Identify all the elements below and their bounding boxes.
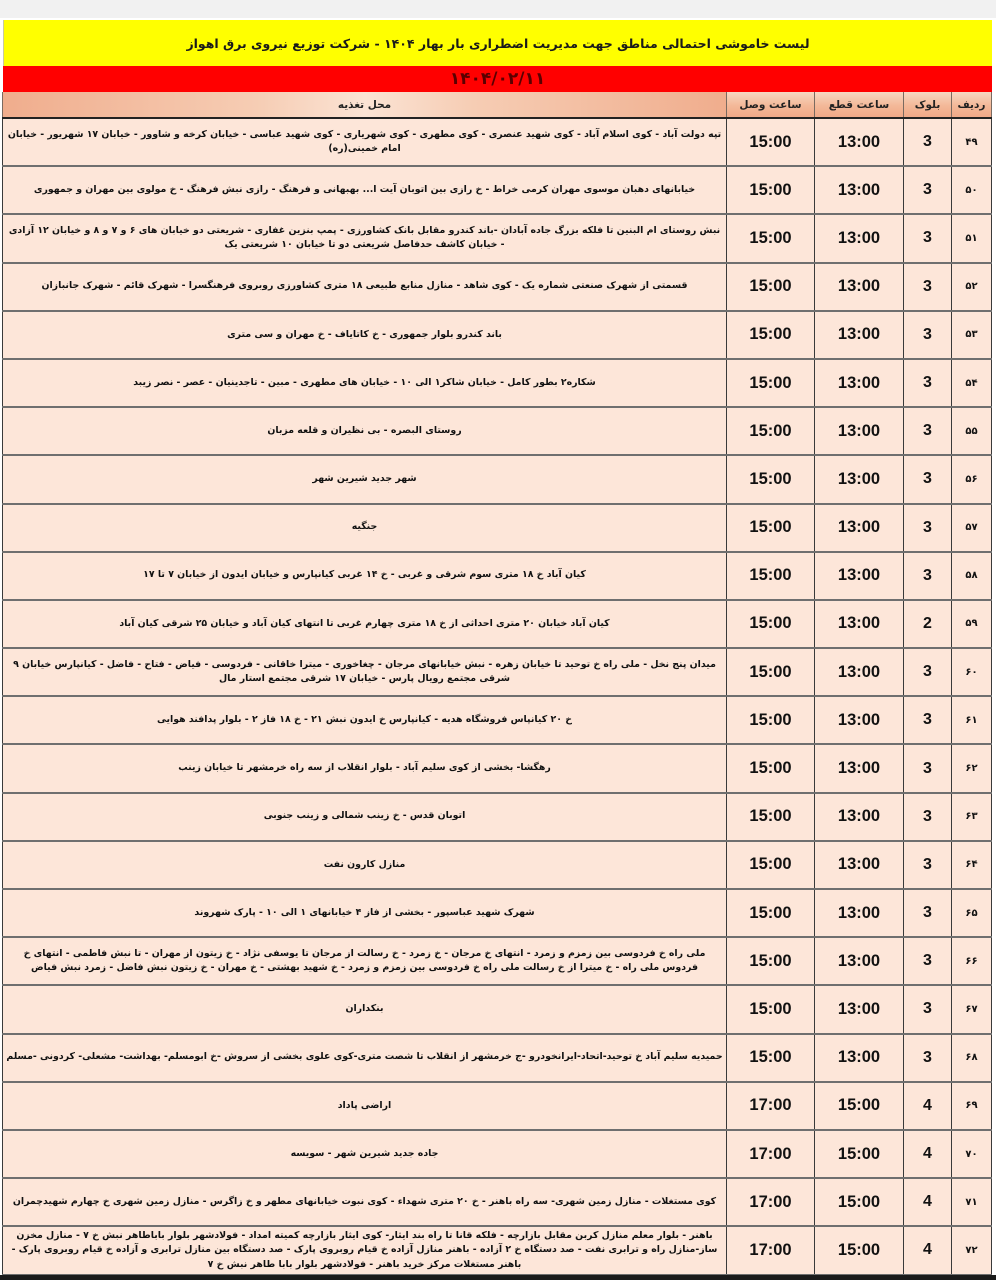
location-cell: حمیدیه سلیم آباد خ توحید-اتحاد-ایرانخودرو -ج خرمشهر از انقلاب تا شصت متری-کوی علوی بخشی از سروش -خ ابومسلم- بهداشت- مشعلی- کردونی -مسلم bbox=[3, 1034, 727, 1082]
location-cell: نبش روستای ام البنین تا فلکه بزرگ جاده آبادان -باند کندرو مقابل بانک کشاورزی - پمپ بنزین غفاری - شریعتی دو خیابان های ۶ و ۷ و ۸ و خیابان ۱۲ آزادی - خیابان کاشف حدفاصل شریعتی دو تا خیابان ۱۰ شریعتی یک bbox=[3, 214, 727, 262]
location-cell: تپه دولت آباد - کوی اسلام آباد - کوی شهید عنصری - کوی مطهری - کوی شهریاری - کوی شهید عباسی - خیابان کرخه و شاوور - خیابان ۱۷ شهریور - خیابان امام خمینی(ره) bbox=[3, 118, 727, 166]
table-row bbox=[3, 648, 992, 696]
reconnect-time-cell-value: 15:00 bbox=[749, 759, 792, 778]
table-row bbox=[3, 696, 992, 744]
row-number-cell: ۵۴ bbox=[952, 359, 992, 407]
location-cell: رهگشا- بخشی از کوی سلیم آباد - بلوار انقلاب از سه راه خرمشهر تا خیابان زینب bbox=[3, 744, 727, 792]
cut-time-cell bbox=[815, 552, 904, 600]
cut-time-cell-value: 13:00 bbox=[837, 1048, 881, 1067]
cut-time-cell-value: 13:00 bbox=[837, 469, 881, 488]
block-cell: 4 bbox=[904, 1130, 952, 1178]
reconnect-time-cell bbox=[727, 1226, 815, 1274]
reconnect-time-cell-value: 15:00 bbox=[749, 566, 792, 585]
cut-time-cell bbox=[815, 214, 904, 262]
cut-time-cell-value: 13:00 bbox=[837, 132, 881, 151]
reconnect-time-cell bbox=[727, 166, 815, 214]
block-cell: 3 bbox=[904, 504, 952, 552]
table-row bbox=[3, 504, 992, 552]
cut-time-cell-value: 13:00 bbox=[837, 999, 881, 1018]
cut-time-cell-value: 13:00 bbox=[837, 566, 881, 585]
reconnect-time-cell bbox=[727, 1034, 815, 1082]
cut-time-cell-value: 13:00 bbox=[837, 325, 881, 344]
reconnect-time-cell-value: 15:00 bbox=[749, 710, 792, 729]
table-row bbox=[3, 455, 992, 503]
reconnect-time-cell bbox=[727, 985, 815, 1033]
location-cell: خیابانهای دهبان موسوی مهران کرمی خراط - خ رازی بین اتوبان آیت ا... بهبهانی و فرهنگ - رازی نبش فرهنگ - خ مولوی بین مهران و جمهوری bbox=[3, 166, 727, 214]
table-row bbox=[3, 744, 992, 792]
row-number-cell: ۵۲ bbox=[952, 263, 992, 311]
cut-time-cell-value: 13:00 bbox=[837, 373, 881, 392]
table-row bbox=[3, 214, 992, 262]
cut-time-cell bbox=[815, 648, 904, 696]
table-row bbox=[3, 552, 992, 600]
reconnect-time-cell bbox=[727, 407, 815, 455]
reconnect-time-cell-value: 15:00 bbox=[749, 469, 792, 488]
row-number-cell: ۵۳ bbox=[952, 311, 992, 359]
location-cell: شکاره۲ بطور کامل - خیابان شاکر۱ الی ۱۰ - خیابان های مطهری - مبین - تاجدینیان - عصر - نصر زیبد bbox=[3, 359, 727, 407]
table-row bbox=[3, 166, 992, 214]
reconnect-time-cell-value: 15:00 bbox=[749, 518, 792, 537]
reconnect-time-cell bbox=[727, 311, 815, 359]
reconnect-time-cell bbox=[727, 214, 815, 262]
block-cell: 3 bbox=[904, 648, 952, 696]
row-number-cell: ۷۰ bbox=[952, 1130, 992, 1178]
table-row bbox=[3, 937, 992, 985]
cut-time-cell-value: 15:00 bbox=[837, 1240, 881, 1259]
location-cell: خ ۲۰ کیانپاس فروشگاه هدیه - کیانپارس خ ایدون نبش ۲۱ - خ ۱۸ فاز ۲ - بلوار پدافند هوایی bbox=[3, 696, 727, 744]
block-cell: 2 bbox=[904, 600, 952, 648]
cut-time-cell bbox=[815, 311, 904, 359]
row-number-cell: ۶۳ bbox=[952, 793, 992, 841]
reconnect-time-cell bbox=[727, 793, 815, 841]
reconnect-time-cell-value: 15:00 bbox=[749, 421, 792, 440]
location-cell: بنکداران bbox=[3, 985, 727, 1033]
block-cell: 4 bbox=[904, 1178, 952, 1226]
row-number-cell: ۷۱ bbox=[952, 1178, 992, 1226]
location-cell: باند کندرو بلوار جمهوری - خ کاتایاف - خ مهران و سی متری bbox=[3, 311, 727, 359]
cut-time-cell-value: 13:00 bbox=[837, 421, 881, 440]
reconnect-time-cell-value: 15:00 bbox=[749, 807, 792, 826]
reconnect-time-cell bbox=[727, 600, 815, 648]
reconnect-time-cell bbox=[727, 1082, 815, 1130]
document-date: ۱۴۰۴/۰۲/۱۱ bbox=[3, 66, 992, 92]
reconnect-time-cell-value: 17:00 bbox=[749, 1144, 792, 1163]
cut-time-cell bbox=[815, 1082, 904, 1130]
location-cell: ملی راه خ فردوسی بین زمزم و زمرد - انتهای خ مرجان - خ زمرد - خ رسالت از مرجان تا یوسفی نژاد - خ زیتون از مهران - تا نبش فاطمی - انتهای خ فردوس ملی راه - خ میترا از خ رسالت ملی راه خ فردوسی بین زمزم و زمرد - خ شهید بهشتی - خ مهران - خ زیتون نبش فاضل - زمرد نبش فیاض bbox=[3, 937, 727, 985]
reconnect-time-cell bbox=[727, 118, 815, 166]
row-number-cell: ۵۹ bbox=[952, 600, 992, 648]
header-reconnect-time: ساعت وصل bbox=[727, 92, 815, 118]
cut-time-cell-value: 15:00 bbox=[837, 1192, 881, 1211]
table-row bbox=[3, 118, 992, 166]
cut-time-cell-value: 13:00 bbox=[837, 759, 881, 778]
reconnect-time-cell bbox=[727, 841, 815, 889]
reconnect-time-cell-value: 15:00 bbox=[749, 228, 792, 247]
cut-time-cell-value: 13:00 bbox=[837, 951, 881, 970]
table-row bbox=[3, 841, 992, 889]
cut-time-cell-value: 15:00 bbox=[837, 1144, 881, 1163]
cut-time-cell bbox=[815, 696, 904, 744]
block-cell: 3 bbox=[904, 841, 952, 889]
row-number-cell: ۶۷ bbox=[952, 985, 992, 1033]
header-row-no: ردیف bbox=[952, 92, 992, 118]
table-row bbox=[3, 793, 992, 841]
location-cell: روستای البصره - بی نظیران و قلعه مزبان bbox=[3, 407, 727, 455]
cut-time-cell-value: 13:00 bbox=[837, 807, 881, 826]
location-cell: کوی مستغلات - منازل زمین شهری- سه راه باهنر - خ ۲۰ متری شهداء - کوی نبوت خیابانهای مطهر و خ زاگرس - منازل زمین شهری خ چهارم شهیدچمران bbox=[3, 1178, 727, 1226]
row-number-cell: ۶۰ bbox=[952, 648, 992, 696]
row-number-cell: ۵۶ bbox=[952, 455, 992, 503]
cut-time-cell bbox=[815, 504, 904, 552]
cut-time-cell bbox=[815, 1178, 904, 1226]
cut-time-cell bbox=[815, 744, 904, 792]
row-number-cell: ۵۱ bbox=[952, 214, 992, 262]
block-cell: 3 bbox=[904, 359, 952, 407]
cut-time-cell bbox=[815, 937, 904, 985]
location-cell: قسمتی از شهرک صنعتی شماره یک - کوی شاهد - منازل منابع طبیعی ۱۸ متری کشاورزی روبروی فرهنگسرا - شهرک قائم - شهرک جانبازان bbox=[3, 263, 727, 311]
reconnect-time-cell bbox=[727, 648, 815, 696]
row-number-cell: ۶۴ bbox=[952, 841, 992, 889]
reconnect-time-cell-value: 15:00 bbox=[749, 999, 792, 1018]
row-number-cell: ۶۹ bbox=[952, 1082, 992, 1130]
reconnect-time-cell bbox=[727, 455, 815, 503]
location-cell: جاده جدید شیرین شهر - سویسه bbox=[3, 1130, 727, 1178]
reconnect-time-cell-value: 15:00 bbox=[749, 180, 792, 199]
block-cell: 3 bbox=[904, 985, 952, 1033]
cut-time-cell bbox=[815, 793, 904, 841]
table-row bbox=[3, 889, 992, 937]
cut-time-cell-value: 13:00 bbox=[837, 710, 881, 729]
reconnect-time-cell bbox=[727, 744, 815, 792]
cut-time-cell bbox=[815, 407, 904, 455]
reconnect-time-cell-value: 15:00 bbox=[749, 373, 792, 392]
outage-table bbox=[2, 92, 992, 1276]
table-row bbox=[3, 407, 992, 455]
reconnect-time-cell bbox=[727, 263, 815, 311]
block-cell: 3 bbox=[904, 696, 952, 744]
cut-time-cell-value: 13:00 bbox=[837, 855, 881, 874]
cut-time-cell bbox=[815, 889, 904, 937]
location-cell: کیان آباد خ ۱۸ متری سوم شرقی و غربی - خ ۱۴ غربی کیانپارس و خیابان ایدون از خیابان ۷ تا ۱۷ bbox=[3, 552, 727, 600]
cut-time-cell-value: 13:00 bbox=[837, 903, 881, 922]
block-cell: 3 bbox=[904, 407, 952, 455]
block-cell: 3 bbox=[904, 937, 952, 985]
row-number-cell: ۶۲ bbox=[952, 744, 992, 792]
table-row bbox=[3, 1034, 992, 1082]
table-row bbox=[3, 311, 992, 359]
reconnect-time-cell bbox=[727, 552, 815, 600]
table-body bbox=[3, 118, 992, 1275]
cut-time-cell-value: 13:00 bbox=[837, 614, 881, 633]
reconnect-time-cell bbox=[727, 359, 815, 407]
reconnect-time-cell-value: 15:00 bbox=[749, 951, 792, 970]
cut-time-cell bbox=[815, 600, 904, 648]
cut-time-cell-value: 15:00 bbox=[837, 1096, 881, 1115]
block-cell: 3 bbox=[904, 311, 952, 359]
row-number-cell: ۶۵ bbox=[952, 889, 992, 937]
block-cell: 4 bbox=[904, 1226, 952, 1274]
reconnect-time-cell bbox=[727, 696, 815, 744]
table-row bbox=[3, 600, 992, 648]
reconnect-time-cell-value: 15:00 bbox=[749, 1048, 792, 1067]
header-block: بلوک bbox=[904, 92, 952, 118]
row-number-cell: ۶۱ bbox=[952, 696, 992, 744]
bottom-bar bbox=[0, 1275, 996, 1280]
table-header-row bbox=[3, 92, 992, 118]
block-cell: 3 bbox=[904, 744, 952, 792]
document-title: لیست خاموشی احتمالی مناطق جهت مدیریت اضطراری بار بهار ۱۴۰۴ - شرکت توزیع نیروی برق اهواز bbox=[3, 20, 992, 66]
reconnect-time-cell-value: 15:00 bbox=[749, 855, 792, 874]
table-row bbox=[3, 1178, 992, 1226]
block-cell: 4 bbox=[904, 1082, 952, 1130]
row-number-cell: ۶۶ bbox=[952, 937, 992, 985]
location-cell: شهر جدید شیرین شهر bbox=[3, 455, 727, 503]
row-number-cell: ۵۵ bbox=[952, 407, 992, 455]
cut-time-cell bbox=[815, 166, 904, 214]
row-number-cell: ۵۰ bbox=[952, 166, 992, 214]
reconnect-time-cell-value: 15:00 bbox=[749, 662, 792, 681]
table-row bbox=[3, 1130, 992, 1178]
location-cell: میدان پنج نخل - ملی راه خ توحید تا خیابان زهره - نبش خیابانهای مرجان - چغاخوری - میترا خاقانی - فردوسی - فیاض - فتاح - فاضل - کیانپارس خیابان ۹ شرقی مجتمع رویال پارس - خیابان ۱۷ شرقی مجتمع استار مال bbox=[3, 648, 727, 696]
location-cell: منازل کارون نفت bbox=[3, 841, 727, 889]
reconnect-time-cell-value: 17:00 bbox=[749, 1096, 792, 1115]
cut-time-cell-value: 13:00 bbox=[837, 518, 881, 537]
block-cell: 3 bbox=[904, 1034, 952, 1082]
table-row bbox=[3, 985, 992, 1033]
block-cell: 3 bbox=[904, 214, 952, 262]
reconnect-time-cell bbox=[727, 1130, 815, 1178]
block-cell: 3 bbox=[904, 455, 952, 503]
cut-time-cell bbox=[815, 118, 904, 166]
cut-time-cell-value: 13:00 bbox=[837, 277, 881, 296]
location-cell: اراضی پاداد bbox=[3, 1082, 727, 1130]
cut-time-cell-value: 13:00 bbox=[837, 662, 881, 681]
location-cell: شهرک شهید عباسپور - بخشی از فاز ۴ خیابانهای ۱ الی ۱۰ - پارک شهروند bbox=[3, 889, 727, 937]
reconnect-time-cell bbox=[727, 937, 815, 985]
block-cell: 3 bbox=[904, 552, 952, 600]
cut-time-cell-value: 13:00 bbox=[837, 180, 881, 199]
row-number-cell: ۶۸ bbox=[952, 1034, 992, 1082]
location-cell: کیان آباد خیابان ۲۰ متری احداثی از خ ۱۸ متری چهارم غربی تا انتهای کیان آباد و خیابان ۲۵ شرقی کیان آباد bbox=[3, 600, 727, 648]
outage-sheet bbox=[3, 20, 992, 1276]
block-cell: 3 bbox=[904, 889, 952, 937]
cut-time-cell bbox=[815, 263, 904, 311]
row-number-cell: ۴۹ bbox=[952, 118, 992, 166]
location-cell: اتوبان قدس - خ زینب شمالی و زینب جنوبی bbox=[3, 793, 727, 841]
reconnect-time-cell-value: 15:00 bbox=[749, 325, 792, 344]
block-cell: 3 bbox=[904, 166, 952, 214]
cut-time-cell bbox=[815, 455, 904, 503]
reconnect-time-cell-value: 15:00 bbox=[749, 132, 792, 151]
reconnect-time-cell bbox=[727, 504, 815, 552]
reconnect-time-cell-value: 17:00 bbox=[749, 1192, 792, 1211]
table-row bbox=[3, 359, 992, 407]
cut-time-cell bbox=[815, 841, 904, 889]
block-cell: 3 bbox=[904, 118, 952, 166]
location-cell: باهنر - بلوار معلم منازل کربن مقابل بازارچه - فلکه قانا تا راه بند ایثار- کوی ایثار بازارچه کمیته امداد - فولادشهر بلوار باباطاهر نبش خ ۷ - منازل مخزن ساز-منازل راه و ترابری نفت - صد دستگاه خ ۲ آزاده - باهنر منازل آزاده خ قیام روبروی پارک - صد دستگاه بین منازل ترابری و آزاده خ قیام روبروی پارک - باهنر مستغلات مرکز خرید باهنر - فولادشهر بلوار بابا طاهر نبش خ ۷ bbox=[3, 1226, 727, 1274]
cut-time-cell bbox=[815, 1034, 904, 1082]
cut-time-cell bbox=[815, 985, 904, 1033]
header-location: محل تغذیه bbox=[3, 92, 727, 118]
cut-time-cell bbox=[815, 1130, 904, 1178]
reconnect-time-cell-value: 17:00 bbox=[749, 1240, 792, 1259]
block-cell: 3 bbox=[904, 263, 952, 311]
table-row bbox=[3, 1082, 992, 1130]
table-row bbox=[3, 263, 992, 311]
block-cell: 3 bbox=[904, 793, 952, 841]
header-cut-time: ساعت قطع bbox=[815, 92, 904, 118]
cut-time-cell bbox=[815, 1226, 904, 1274]
cut-time-cell bbox=[815, 359, 904, 407]
reconnect-time-cell-value: 15:00 bbox=[749, 903, 792, 922]
reconnect-time-cell-value: 15:00 bbox=[749, 614, 792, 633]
row-number-cell: ۵۸ bbox=[952, 552, 992, 600]
reconnect-time-cell bbox=[727, 889, 815, 937]
reconnect-time-cell bbox=[727, 1178, 815, 1226]
table-row bbox=[3, 1226, 992, 1274]
top-strip bbox=[0, 0, 996, 18]
row-number-cell: ۷۲ bbox=[952, 1226, 992, 1274]
location-cell: جنگیه bbox=[3, 504, 727, 552]
cut-time-cell-value: 13:00 bbox=[837, 228, 881, 247]
reconnect-time-cell-value: 15:00 bbox=[749, 277, 792, 296]
row-number-cell: ۵۷ bbox=[952, 504, 992, 552]
